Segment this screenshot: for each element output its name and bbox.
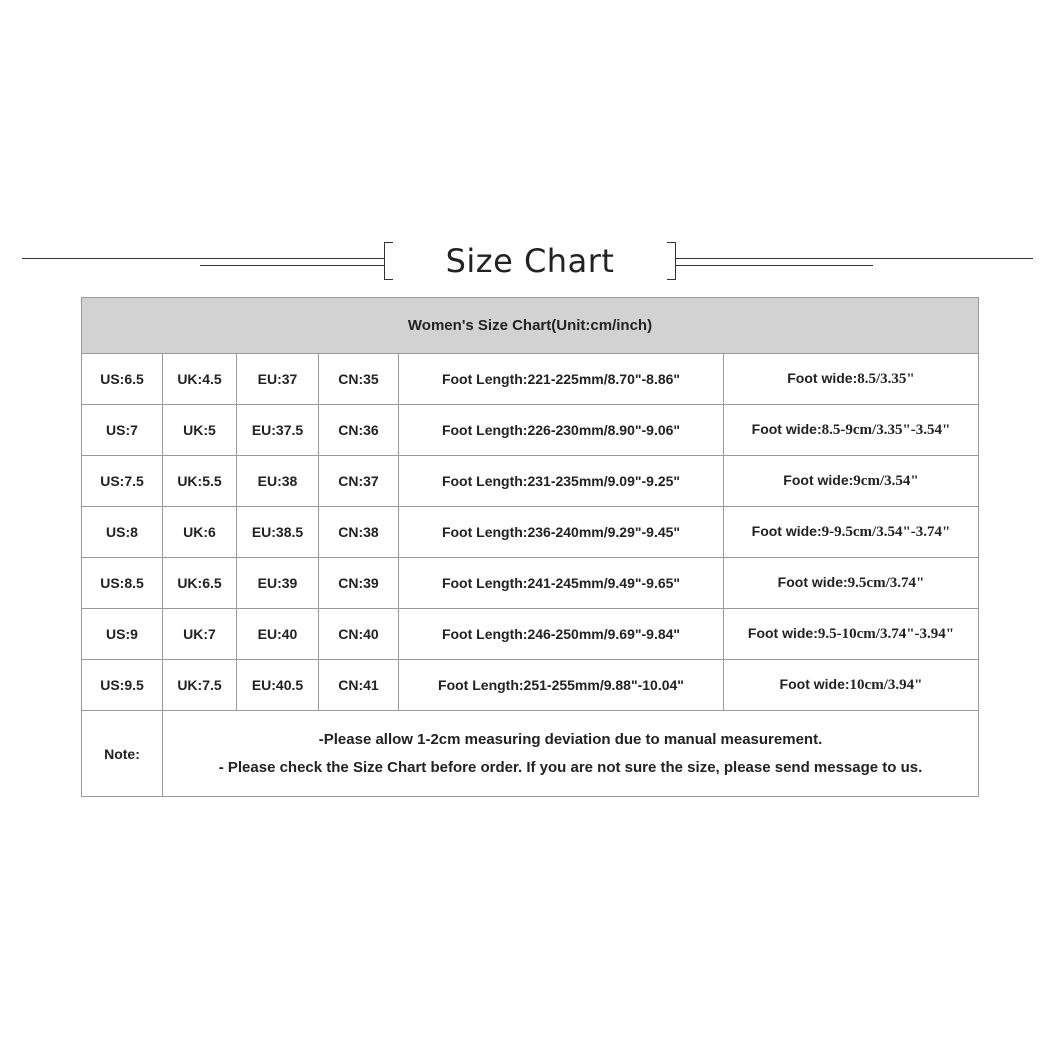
cn-size-cell: CN:38: [319, 507, 399, 558]
foot-wide-cell: [724, 558, 979, 609]
cn-size-cell: CN:41: [319, 660, 399, 711]
table-row: [82, 354, 979, 405]
eu-size-cell: EU:37.5: [237, 405, 319, 456]
foot-wide-label: Foot wide:: [751, 523, 822, 539]
foot-wide-value: 9.5cm/3.74": [847, 575, 925, 591]
page-title: Size Chart: [445, 242, 615, 280]
eu-size-cell: EU:39: [237, 558, 319, 609]
uk-size-cell: UK:4.5: [163, 354, 237, 405]
foot-length-cell: Foot Length:231-235mm/9.09"-9.25": [399, 456, 724, 507]
table-caption: Women's Size Chart(Unit:cm/inch): [82, 298, 979, 354]
foot-wide-value: 10cm/3.94": [849, 677, 923, 693]
table-row: [82, 507, 979, 558]
eu-size-cell: EU:40: [237, 609, 319, 660]
foot-wide-label: Foot wide:: [787, 370, 858, 386]
table-row: [82, 609, 979, 660]
note-row: [82, 711, 979, 797]
foot-wide-cell: [724, 405, 979, 456]
title-frame: [384, 242, 676, 280]
note-line: - Please check the Size Chart before order. If you are not sure the size, please send message to us.: [218, 758, 923, 776]
foot-wide-cell: [724, 456, 979, 507]
foot-wide-value: 8.5/3.35": [857, 371, 915, 387]
foot-length-cell: Foot Length:246-250mm/9.69"-9.84": [399, 609, 724, 660]
table-row: [82, 558, 979, 609]
uk-size-cell: UK:6.5: [163, 558, 237, 609]
foot-wide-cell: [724, 660, 979, 711]
eu-size-cell: EU:37: [237, 354, 319, 405]
foot-length-cell: Foot Length:221-225mm/8.70"-8.86": [399, 354, 724, 405]
foot-wide-label: Foot wide:: [777, 574, 848, 590]
cn-size-cell: CN:36: [319, 405, 399, 456]
cn-size-cell: CN:40: [319, 609, 399, 660]
uk-size-cell: UK:5.5: [163, 456, 237, 507]
cn-size-cell: CN:35: [319, 354, 399, 405]
foot-length-cell: Foot Length:236-240mm/9.29"-9.45": [399, 507, 724, 558]
uk-size-cell: UK:7.5: [163, 660, 237, 711]
us-size-cell: US:7.5: [82, 456, 163, 507]
us-size-cell: US:7: [82, 405, 163, 456]
foot-wide-cell: [724, 507, 979, 558]
eu-size-cell: EU:40.5: [237, 660, 319, 711]
foot-wide-value: 9cm/3.54": [853, 473, 919, 489]
eu-size-cell: EU:38.5: [237, 507, 319, 558]
foot-wide-label: Foot wide:: [751, 421, 822, 437]
uk-size-cell: UK:7: [163, 609, 237, 660]
eu-size-cell: EU:38: [237, 456, 319, 507]
cn-size-cell: CN:37: [319, 456, 399, 507]
header-rule-inner-right: [676, 265, 873, 266]
foot-wide-value: 9-9.5cm/3.54"-3.74": [821, 524, 951, 540]
note-line: -Please allow 1-2cm measuring deviation due to manual measurement.: [318, 730, 823, 748]
uk-size-cell: UK:6: [163, 507, 237, 558]
us-size-cell: US:8.5: [82, 558, 163, 609]
us-size-cell: US:8: [82, 507, 163, 558]
note-content: [163, 711, 979, 797]
us-size-cell: US:6.5: [82, 354, 163, 405]
foot-length-cell: Foot Length:226-230mm/8.90"-9.06": [399, 405, 724, 456]
size-chart-table: [81, 297, 979, 797]
foot-length-cell: Foot Length:241-245mm/9.49"-9.65": [399, 558, 724, 609]
us-size-cell: US:9: [82, 609, 163, 660]
foot-wide-value: 8.5-9cm/3.35"-3.54": [821, 422, 951, 438]
table-row: [82, 456, 979, 507]
foot-wide-cell: [724, 354, 979, 405]
uk-size-cell: UK:5: [163, 405, 237, 456]
note-label: Note:: [82, 711, 163, 797]
table-row: [82, 660, 979, 711]
foot-length-cell: Foot Length:251-255mm/9.88"-10.04": [399, 660, 724, 711]
table-row: [82, 405, 979, 456]
cn-size-cell: CN:39: [319, 558, 399, 609]
us-size-cell: US:9.5: [82, 660, 163, 711]
foot-wide-value: 9.5-10cm/3.74"-3.94": [817, 626, 955, 642]
header-rule-inner-left: [200, 265, 384, 266]
foot-wide-label: Foot wide:: [783, 472, 854, 488]
foot-wide-label: Foot wide:: [779, 676, 850, 692]
foot-wide-label: Foot wide:: [747, 625, 818, 641]
foot-wide-cell: [724, 609, 979, 660]
